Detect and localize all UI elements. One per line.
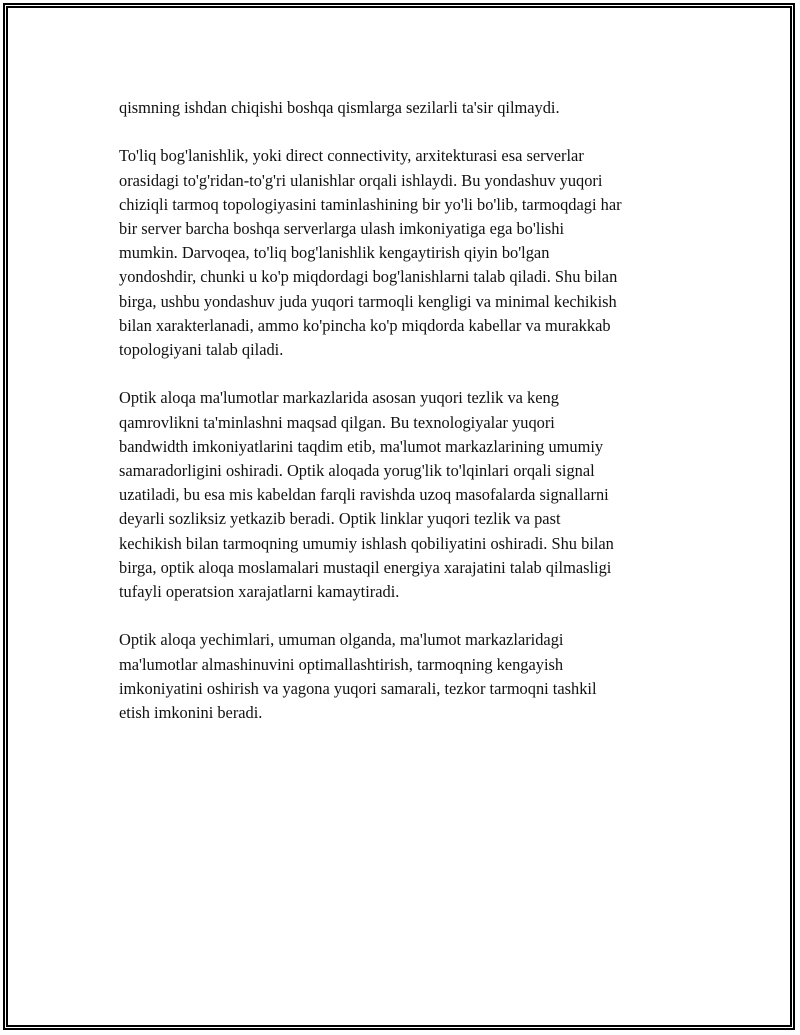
text-line: chiziqli tarmoq topologiyasini taminlashining bir yo'li bo'lib, tarmoqdagi har [119,194,622,214]
text-line: Optik aloqa ma'lumotlar markazlarida asosan yuqori tezlik va keng [119,388,559,408]
text-line: birga, optik aloqa moslamalari mustaqil energiya xarajatini talab qilmasligi [119,557,612,577]
paragraph-4 [119,628,699,725]
text-line: To'liq bog'lanishlik, yoki direct connectivity, arxitekturasi esa serverlar [119,146,584,166]
text-line: orasidagi to'g'ridan-to'g'ri ulanishlar orqali ishlaydi. Bu yondashuv yuqori [119,170,603,190]
text-line: topologiyani talab qiladi. [119,340,284,360]
document-body [119,96,699,749]
text-line: ma'lumotlar almashinuvini optimallashtirish, tarmoqning kengayish [119,654,564,674]
text-line: bilan xarakterlanadi, ammo ko'pincha ko'p miqdorda kabellar va murakkab [119,315,611,335]
text-line: qismning ishdan chiqishi boshqa qismlarga sezilarli ta'sir qilmaydi. [119,98,560,117]
text-line: bandwidth imkoniyatlarini taqdim etib, ma'lumot markazlarining umumiy [119,436,604,456]
text-line: birga, ushbu yondashuv juda yuqori tarmoqli kengligi va minimal kechikish [119,291,617,311]
text-line: yondoshdir, chunki u ko'p miqdordagi bog'lanishlarni talab qiladi. Shu bilan [119,267,618,287]
text-line: bir server barcha boshqa serverlarga ulash imkoniyatiga ega bo'lishi [119,219,565,238]
text-line: uzatiladi, bu esa mis kabeldan farqli ravishda uzoq masofalarda signallarni [119,485,609,505]
text-line: samaradorligini oshiradi. Optik aloqada yorug'lik to'lqinlari orqali signal [119,461,595,481]
text-line: imkoniyatini oshirish va yagona yuqori samarali, tezkor tarmoqni tashkil [119,678,597,698]
page-frame [3,3,795,1030]
text-line: tufayli operatsion xarajatlarni kamaytiradi. [119,582,400,602]
text-line: mumkin. Darvoqea, to'liq bog'lanishlik kengaytirish qiyin bo'lgan [119,243,550,263]
text-line: kechikish bilan tarmoqning umumiy ishlash qobiliyatini oshiradi. Shu bilan [119,533,614,553]
text-line: Optik aloqa yechimlari, umuman olganda, ma'lumot markazlaridagi [119,630,564,650]
paragraph-2 [119,144,699,362]
text-line: deyarli sozliksiz yetkazib beradi. Optik linklar yuqori tezlik va past [119,509,561,529]
text-line: qamrovlikni ta'minlashni maqsad qilgan. Bu texnologiyalar yuqori [119,412,555,432]
text-line: etish imkonini beradi. [119,703,263,723]
paragraph-3 [119,386,699,604]
paragraph-1 [119,96,699,120]
